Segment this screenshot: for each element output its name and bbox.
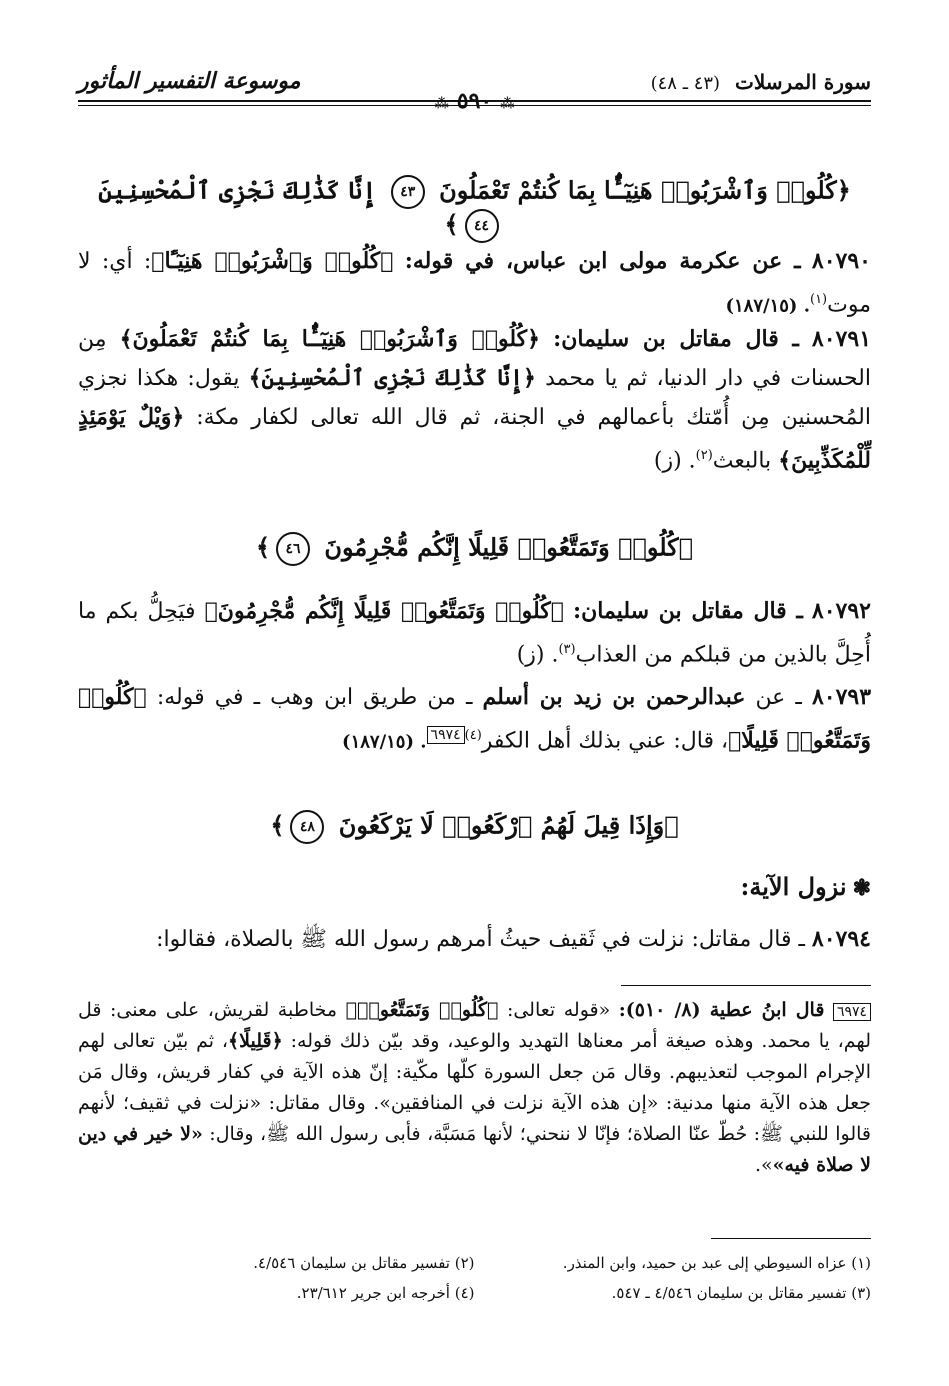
verse-number-marker: ٤٨ — [290, 810, 324, 844]
quran-verse-43-44 — [78, 175, 871, 243]
narration-text: فيَحِلُّ بكم ما أُحِلَّ بالذين من قبلكم من العذاب — [78, 599, 871, 668]
volume-reference: . (١٨٧/١٥) — [342, 731, 427, 753]
narration-tail: . (ز) — [516, 642, 559, 668]
quran-quote-2: ﴿قَلِيلًا﴾ — [228, 1030, 283, 1052]
ornament-left-icon: ⁂ — [434, 96, 449, 112]
narration-tail: : أي: لا موت — [78, 249, 871, 318]
verse-number-marker-2: ٤٤ — [465, 209, 499, 243]
narration-number: ٨٠٧٩٠ — [811, 248, 871, 274]
footnote-row — [78, 1248, 871, 1278]
section-heading — [740, 872, 871, 901]
ornament-right-icon: ⁂ — [500, 96, 515, 112]
quran-quote: ﴿كُلُوا۟ وَتَمَتَّعُوا۟﴾ — [345, 999, 499, 1021]
header-rule-thin — [78, 105, 871, 106]
narration-number: ٨٠٧٩٤ — [811, 926, 871, 952]
verse-range: (٤٣ ـ ٤٨) — [650, 73, 721, 94]
page-header — [78, 60, 871, 120]
quran-quote: ﴿كُلُوا۟ وَٱشْرَبُوا۟ هَنِيٓـًٔۢا بِمَا كُنتُمْ تَعْمَلُونَ﴾ — [119, 326, 541, 352]
verse-text-2: إِنَّا كَذَٰلِكَ نَجْزِى ٱلْمُحْسِنِينَ — [98, 175, 377, 205]
narrator-name: عبدالرحمن بن زيد بن أسلم — [482, 684, 746, 710]
verse-close-bracket: ﴾ — [444, 209, 459, 239]
verse-text: ﴿كُلُوا۟ وَتَمَتَّعُوا۟ قَلِيلًا إِنَّكُم مُّجْرِمُونَ — [324, 532, 693, 562]
verse-number-marker: ٤٦ — [276, 532, 310, 566]
commentary-number-box: ٦٩٧٤ — [833, 1003, 871, 1021]
footnote-row — [78, 1278, 871, 1308]
footnote-marker: (٣) — [558, 642, 576, 657]
footnotes — [78, 1248, 871, 1308]
narration-80794 — [78, 920, 871, 959]
commentary-text-3: ، ثم بيّن تعالى لهم الإجرام الموجب لتعذيبهم. وقال مَن جعل السورة كلّها مكّية: إنّ هذه الآية في كفار قريش، وقال مَن جعل هذه الآية منها مدنية: «إن هذه الآية نزلت في المنافقين». وقال مقاتل: «نزلت في ثقيف؛ لأنهم قالوا للنبي ﷺ: حُطّ عنّا الصلاة؛ فإنّا لا ننحني؛ لأنها مَسَبَّة، فأبى رسول الله ﷺ، وقال: — [78, 1030, 871, 1145]
narration-80793 — [78, 678, 871, 761]
commentary-hadith: «لا خير في دين لا صلاة فيه» — [78, 1123, 871, 1176]
quran-quote-3: ﴿وَيْلٌ يَوْمَئِذٍ لِّلْمُكَذِّبِينَ﴾ — [78, 404, 871, 474]
verse-number-marker: ٤٣ — [391, 175, 425, 209]
narration-text: ـ من طريق ابن وهب ـ في قوله: — [156, 685, 473, 710]
quran-quote: ﴿كُلُوا۟ وَٱشْرَبُوا۟ هَنِيٓـًٔا﴾ — [151, 248, 394, 274]
narration-text-2: ، قال: عني بذلك أهل الكفر — [481, 728, 729, 754]
commentary-close: ». — [754, 1154, 773, 1176]
page-number-value: ٥٩٠ — [456, 88, 493, 114]
quran-quote: ﴿كُلُوا۟ وَتَمَتَّعُوا۟ قَلِيلًا إِنَّكُم مُّجْرِمُونَ﴾ — [204, 598, 564, 624]
quran-quote: ﴿كُلُوا۟ وَتَمَتَّعُوا۟ قَلِيلًا﴾ — [78, 684, 871, 754]
narration-text-3: بالبعث — [712, 448, 772, 474]
footnote-marker: (٢) — [695, 448, 713, 463]
verse-text: ﴿كُلُوا۟ وَٱشْرَبُوا۟ هَنِيٓـًٔۢا بِمَا كُنتُمْ تَعْمَلُونَ — [439, 175, 851, 205]
quran-quote-2: ﴿إِنَّا كَذَٰلِكَ نَجْزِى ٱلْمُحْسِنِينَ﴾ — [248, 365, 536, 391]
narration-80790 — [78, 242, 871, 325]
commentary-ref-box: ٦٩٧٤ — [427, 726, 465, 744]
narration-80792 — [78, 592, 871, 674]
section-title: نزول الآية: — [740, 872, 847, 901]
commentary-author: قال ابنُ عطية (٨/ ٥١٠): — [618, 999, 825, 1021]
narration-text-2: يقول: هكذا نجزي المُحسنين مِن أُمّتك بأعمالهم في الجنة، ثم قال الله تعالى لكفار مكة: — [78, 366, 871, 430]
book-title: موسوعة التفسير المأثور — [78, 68, 301, 94]
footnote-3: (٣) تفسير مقاتل بن سليمان ٤/٥٤٦ ـ ٥٤٧. — [611, 1284, 871, 1302]
commentary-text-2: مخاطبة لقريش، على معنى: قل لهم، يا محمد. وهذه صيغة أمر معناها التهديد والوعيد، وقد بيّن ذلك قوله: — [78, 999, 871, 1052]
quran-verse-48 — [78, 810, 871, 844]
narration-number: ٨٠٧٩٢ — [811, 598, 871, 624]
footnote-4: (٤) أخرجه ابن جرير ٢٣/٦١٢. — [296, 1284, 475, 1302]
footnotes-rule — [711, 1238, 871, 1239]
narration-text: ـ عن عكرمة مولى ابن عباس، في قوله: — [404, 248, 801, 274]
surah-heading — [651, 70, 871, 94]
narration-lead: ـ عن — [755, 685, 802, 710]
commentary-block — [78, 995, 871, 1181]
narration-lead: ـ قال مقاتل بن سليمان: — [553, 326, 799, 352]
footnote-marker: (٤) — [464, 728, 482, 743]
surah-name: سورة المرسلات — [735, 70, 871, 94]
quran-verse-46 — [78, 532, 871, 566]
narration-lead: ـ قال مقاتل بن سليمان: — [572, 598, 803, 624]
verse-close-bracket: ﴾ — [270, 810, 285, 840]
commentary-rule — [621, 985, 871, 986]
volume-reference: . (١٨٧/١٥) — [725, 295, 810, 317]
narration-80791 — [78, 320, 871, 480]
commentary-text: «قوله تعالى: — [506, 999, 611, 1021]
narration-text: ـ قال مقاتل: نزلت في ثَقيف حيثُ أمرهم رسول الله ﷺ بالصلاة، فقالوا: — [156, 927, 805, 952]
narration-number: ٨٠٧٩١ — [811, 326, 872, 352]
header-rule — [78, 100, 871, 102]
footnote-2: (٢) تفسير مقاتل بن سليمان ٤/٥٤٦. — [253, 1254, 475, 1272]
footnote-1: (١) عزاه السيوطي إلى عبد بن حميد، وابن المنذر. — [562, 1254, 871, 1272]
verse-text: ﴿وَإِذَا قِيلَ لَهُمُ ٱرْكَعُوا۟ لَا يَرْكَعُونَ — [338, 810, 679, 840]
narration-tail: . (ز) — [653, 448, 696, 474]
flower-ornament-icon: ❃ — [852, 875, 871, 901]
narration-number: ٨٠٧٩٣ — [811, 684, 872, 710]
narration-text: مِن الحسنات في دار الدنيا، ثم يا محمد — [78, 327, 871, 391]
footnote-marker: (١) — [809, 292, 828, 307]
verse-close-bracket: ﴾ — [255, 532, 271, 562]
